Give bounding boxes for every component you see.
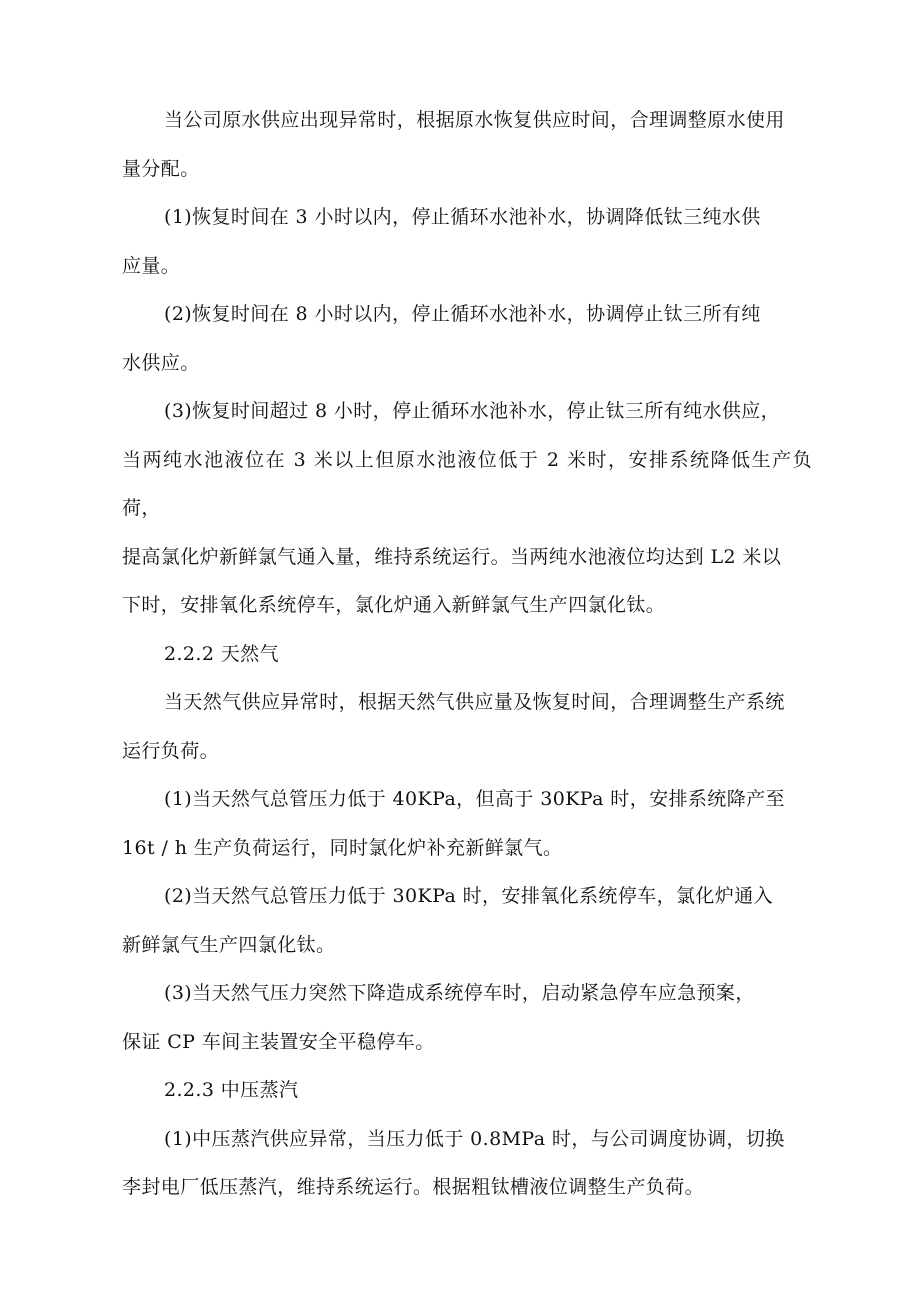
paragraph-natural-gas-item-1 [122, 775, 812, 872]
paragraph-natural-gas-intro [122, 678, 812, 775]
text-line: (3)当天然气压力突然下降造成系统停车时，启动紧急停车应急预案， [164, 982, 755, 1004]
text-line: 水供应。 [122, 351, 200, 374]
text-line: 量分配。 [122, 157, 200, 180]
paragraph-raw-water-item-2 [122, 290, 812, 387]
paragraph-natural-gas-item-2 [122, 872, 812, 969]
text-line: (1)当天然气总管压力低于 40KPa，但高于 30KPa 时，安排系统降产至 [164, 788, 785, 810]
text-line: 提高氯化炉新鲜氯气通入量，维持系统运行。当两纯水池液位均达到 L2 米以 [122, 545, 782, 568]
text-line: 新鲜氯气生产四氯化钛。 [122, 933, 336, 956]
paragraph-raw-water-item-1 [122, 193, 812, 290]
text-line: 保证 CP 车间主装置安全平稳停车。 [122, 1030, 435, 1053]
text-line: 当公司原水供应出现异常时，根据原水恢复供应时间，合理调整原水使用 [164, 109, 785, 131]
text-line: 下时，安排氧化系统停车，氯化炉通入新鲜氯气生产四氯化钛。 [122, 594, 666, 616]
paragraph-raw-water-item-3 [122, 387, 812, 630]
text-line: (3)恢复时间超过 8 小时，停止循环水池补水，停止钛三所有纯水供应， [164, 400, 781, 422]
text-line: 16t / h 生产负荷运行，同时氯化炉补充新鲜氯气。 [122, 836, 563, 859]
paragraph-steam-item-1 [122, 1115, 812, 1212]
paragraph-natural-gas-item-3 [122, 969, 812, 1066]
text-line: (1)恢复时间在 3 小时以内，停止循环水池补水，协调降低钛三纯水供 [164, 206, 761, 228]
text-line: 2.2.3 中压蒸汽 [164, 1079, 299, 1101]
text-line: (2)当天然气总管压力低于 30KPa 时，安排氧化系统停车，氯化炉通入 [164, 885, 774, 907]
document-body [122, 96, 812, 1212]
section-heading-natural-gas [122, 630, 812, 679]
text-line: 2.2.2 天然气 [164, 642, 279, 665]
paragraph-raw-water-intro [122, 96, 812, 193]
section-heading-medium-pressure-steam [122, 1066, 812, 1115]
text-line: 当天然气供应异常时，根据天然气供应量及恢复时间，合理调整生产系统 [164, 691, 785, 713]
text-line: (2)恢复时间在 8 小时以内，停止循环水池补水，协调停止钛三所有纯 [164, 303, 761, 325]
text-line: 当两纯水池液位在 3 米以上但原水池液位低于 2 米时，安排系统降低生产负荷， [122, 448, 812, 519]
text-line: 运行负荷。 [122, 739, 220, 762]
text-line: 应量。 [122, 254, 181, 277]
text-line: 李封电厂低压蒸汽，维持系统运行。根据粗钛槽液位调整生产负荷。 [122, 1176, 705, 1198]
text-line: (1)中压蒸汽供应异常，当压力低于 0.8MPa 时，与公司调度协调，切换 [164, 1127, 785, 1150]
